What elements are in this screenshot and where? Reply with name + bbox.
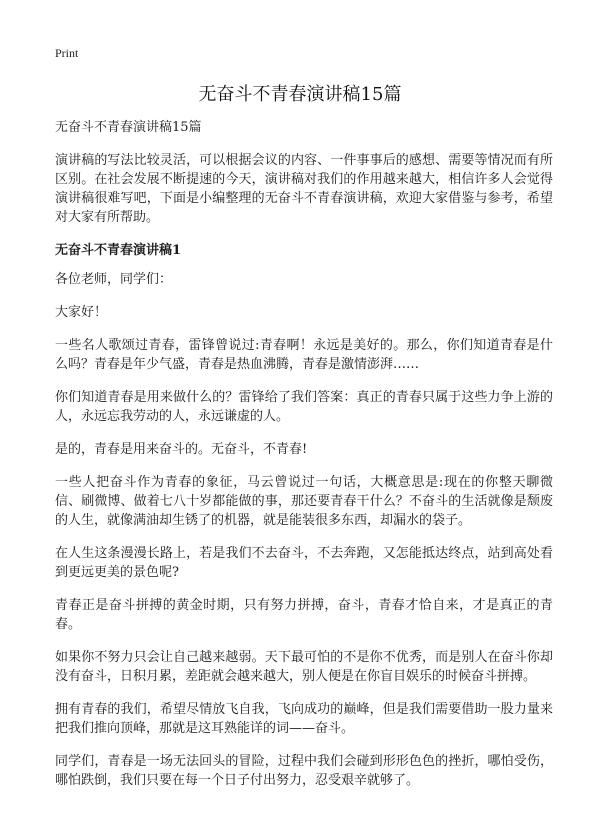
- document-subtitle: 无奋斗不青春演讲稿15篇: [55, 120, 202, 135]
- paragraph-hello: 大家好！: [55, 305, 108, 320]
- document-body: [55, 118, 553, 804]
- intro-paragraph: 演讲稿的写法比较灵活，可以根据会议的内容、一件事事后的感想、需要等情况而有所区别。在社会发展不断提速的今天，演讲稿对我们的作用越来越大，相信许多人会觉得演讲稿很难写吧，下面是小编整理的无奋斗不青春演讲稿，欢迎大家借鉴与参考，希望对大家有所帮助。: [55, 153, 553, 225]
- section-heading: 无奋斗不青春演讲稿1: [55, 243, 182, 258]
- paragraph: 一些名人歌颂过青春，雷锋曾说过:青春啊！永远是美好的。那么，你们知道青春是什么吗？青春是年少气盛，青春是热血沸腾，青春是激情澎湃……: [55, 338, 553, 372]
- paragraph: 同学们，青春是一场无法回头的冒险，过程中我们会碰到形形色色的挫折，哪怕受伤，哪怕跌倒，我们只要在每一个日子付出努力，忍受艰辛就够了。: [55, 754, 553, 788]
- paragraph: 你们知道青春是用来做什么的？雷锋给了我们答案：真正的青春只属于这些力争上游的人，永远忘我劳动的人，永远谦虚的人。: [55, 390, 553, 424]
- print-link[interactable]: Print: [55, 46, 79, 60]
- page-title: 无奋斗不青春演讲稿15篇: [198, 84, 402, 105]
- paragraph: 在人生这条漫漫长路上，若是我们不去奋斗，不去奔跑，又怎能抵达终点，站到高处看到更远更美的景色呢?: [55, 546, 553, 580]
- paragraph: 拥有青春的我们，希望尽情放飞自我，飞向成功的巅峰，但是我们需要借助一股力量来把我们推向顶峰，那就是这耳熟能详的词——奋斗。: [55, 702, 553, 736]
- paragraph: 如果你不努力只会让自己越来越弱。天下最可怕的不是你不优秀，而是别人在奋斗你却没有奋斗，日积月累，差距就会越来越大，别人便是在你盲目娱乐的时候奋斗拼搏。: [55, 650, 553, 684]
- paragraph: 一些人把奋斗作为青春的象征，马云曾说过一句话，大概意思是:现在的你整天聊微信、刷微博、做着七八十岁都能做的事，那还要青春干什么？不奋斗的生活就像是颓废的人生，就像满油却生锈了的机器，就是能装很多东西，却漏水的袋子。: [55, 475, 553, 528]
- paragraph: 青春正是奋斗拼搏的黄金时期，只有努力拼搏，奋斗，青春才恰自来，才是真正的青春。: [55, 598, 553, 632]
- paragraph: 是的，青春是用来奋斗的。无奋斗，不青春!: [55, 442, 308, 457]
- paragraph-greeting: 各位老师，同学们：: [55, 272, 173, 287]
